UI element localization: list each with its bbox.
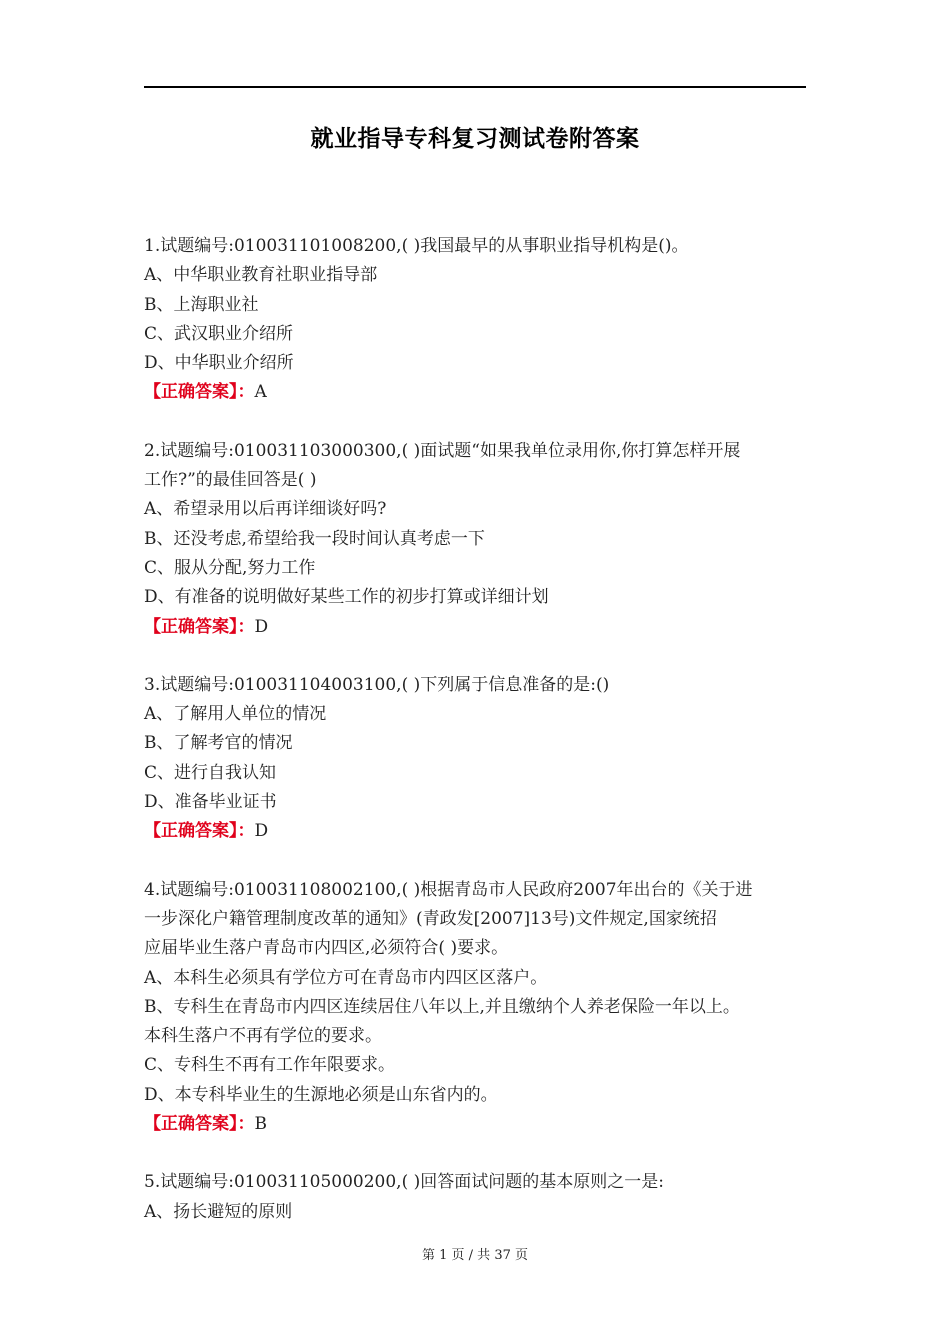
answer-option: B、上海职业社 <box>144 294 259 315</box>
answer-option: B、还没考虑,希望给我一段时间认真考虑一下 <box>144 528 485 549</box>
correct-answer <box>144 1110 814 1139</box>
answer-option: C、武汉职业介绍所 <box>144 323 294 344</box>
question-list <box>144 232 814 1256</box>
answer-option: A、希望录用以后再详细谈好吗? <box>144 499 387 520</box>
answer-label: 【正确答案】： <box>144 1114 255 1135</box>
answer-option: A、了解用人单位的情况 <box>144 704 327 725</box>
answer-option: B、了解考官的情况 <box>144 733 293 754</box>
question-1 <box>144 232 814 408</box>
answer-option: D、中华职业介绍所 <box>144 353 294 374</box>
question-3 <box>144 671 814 847</box>
document-title: 就业指导专科复习测试卷附答案 <box>310 125 640 152</box>
answer-option: A、扬长避短的原则 <box>144 1201 293 1222</box>
answer-option: C、专科生不再有工作年限要求。 <box>144 1055 396 1076</box>
answer-value: A <box>254 382 267 403</box>
question-text: 应届毕业生落户青岛市内四区,必须符合( )要求。 <box>144 938 509 959</box>
answer-option: A、中华职业教育社职业指导部 <box>144 265 378 286</box>
answer-value: D <box>254 616 269 637</box>
answer-option: C、服从分配,努力工作 <box>144 557 316 578</box>
question-text: 4.试题编号:010031108002100,( )根据青岛市人民政府2007年出台的《关于进 <box>144 879 753 900</box>
answer-option: B、专科生在青岛市内四区连续居住八年以上,并且缴纳个人养老保险一年以上。 <box>144 996 740 1017</box>
answer-option: A、本科生必须具有学位方可在青岛市内四区区落户。 <box>144 967 548 988</box>
correct-answer <box>144 378 814 407</box>
answer-value: D <box>254 821 269 842</box>
question-2 <box>144 437 814 642</box>
question-text: 一步深化户籍管理制度改革的通知》(青政发[2007]13号)文件规定,国家统招 <box>144 908 717 929</box>
question-text: 5.试题编号:010031105000200,( )回答面试问题的基本原则之一是: <box>144 1172 664 1193</box>
question-text: 2.试题编号:010031103000300,( )面试题“如果我单位录用你,你打算怎样开展 <box>144 440 741 461</box>
question-4 <box>144 876 814 1140</box>
question-5 <box>144 1168 814 1227</box>
correct-answer <box>144 817 814 846</box>
question-text: 工作?”的最佳回答是( ) <box>144 470 317 491</box>
question-text: 1.试题编号:010031101008200,( )我国最早的从事职业指导机构是()。 <box>144 236 689 256</box>
answer-option: D、有准备的说明做好某些工作的初步打算或详细计划 <box>144 587 549 608</box>
answer-option: C、进行自我认知 <box>144 762 277 783</box>
page-footer: 第 1 页 / 共 37 页 <box>422 1248 528 1263</box>
question-text: 3.试题编号:010031104003100,( )下列属于信息准备的是:() <box>144 674 610 695</box>
header-rule <box>144 86 806 88</box>
correct-answer <box>144 613 814 642</box>
answer-label: 【正确答案】： <box>144 821 255 842</box>
answer-value: B <box>254 1114 267 1135</box>
answer-option: D、本专科毕业生的生源地必须是山东省内的。 <box>144 1084 498 1105</box>
answer-label: 【正确答案】： <box>144 616 255 637</box>
answer-label: 【正确答案】： <box>144 382 255 403</box>
answer-option: D、准备毕业证书 <box>144 792 277 813</box>
answer-option: 本科生落户不再有学位的要求。 <box>144 1026 382 1047</box>
